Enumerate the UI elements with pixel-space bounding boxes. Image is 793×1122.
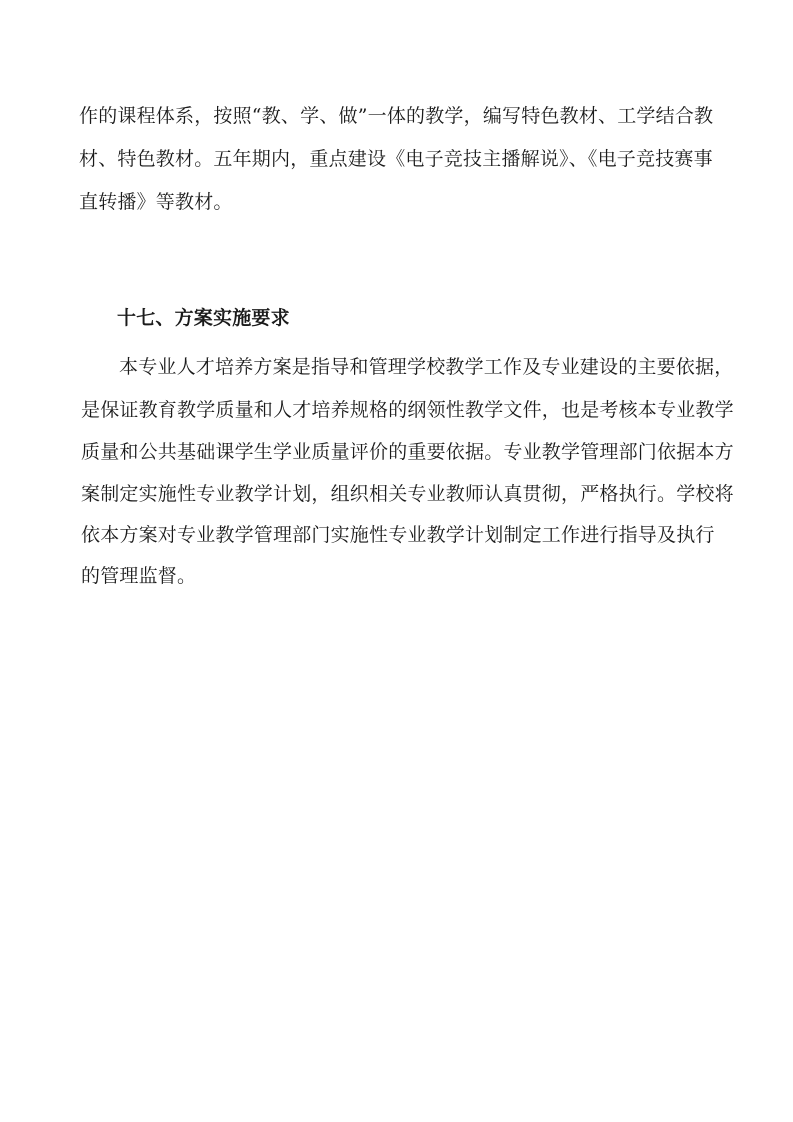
section-line-6: 的管理监督。 (81, 565, 197, 587)
section-line-1: 本专业人才培养方案是指导和管理学校教学工作及专业建设的主要依据， (119, 356, 734, 378)
section-line-2: 是保证教育教学质量和人才培养规格的纲领性教学文件，也是考核本专业教学 (81, 399, 734, 421)
section-line-4: 案制定实施性专业教学计划，组织相关专业教师认真贯彻，严格执行。学校将 (81, 483, 734, 505)
intro-line-2: 材、特色教材。五年期内，重点建设《电子竞技主播解说》、《电子竞技赛事 (79, 148, 713, 170)
intro-line-1: 作的课程体系，按照“教、学、做”一体的教学，编写特色教材、工学结合教 (79, 105, 714, 127)
intro-line-3: 直转播》等教材。 (79, 191, 233, 213)
section-heading: 十七、方案实施要求 (117, 307, 290, 329)
section-line-3: 质量和公共基础课学生学业质量评价的重要依据。专业教学管理部门依据本方 (81, 441, 734, 463)
section-line-5: 依本方案对专业教学管理部门实施性专业教学计划制定工作进行指导及执行 (81, 524, 715, 546)
